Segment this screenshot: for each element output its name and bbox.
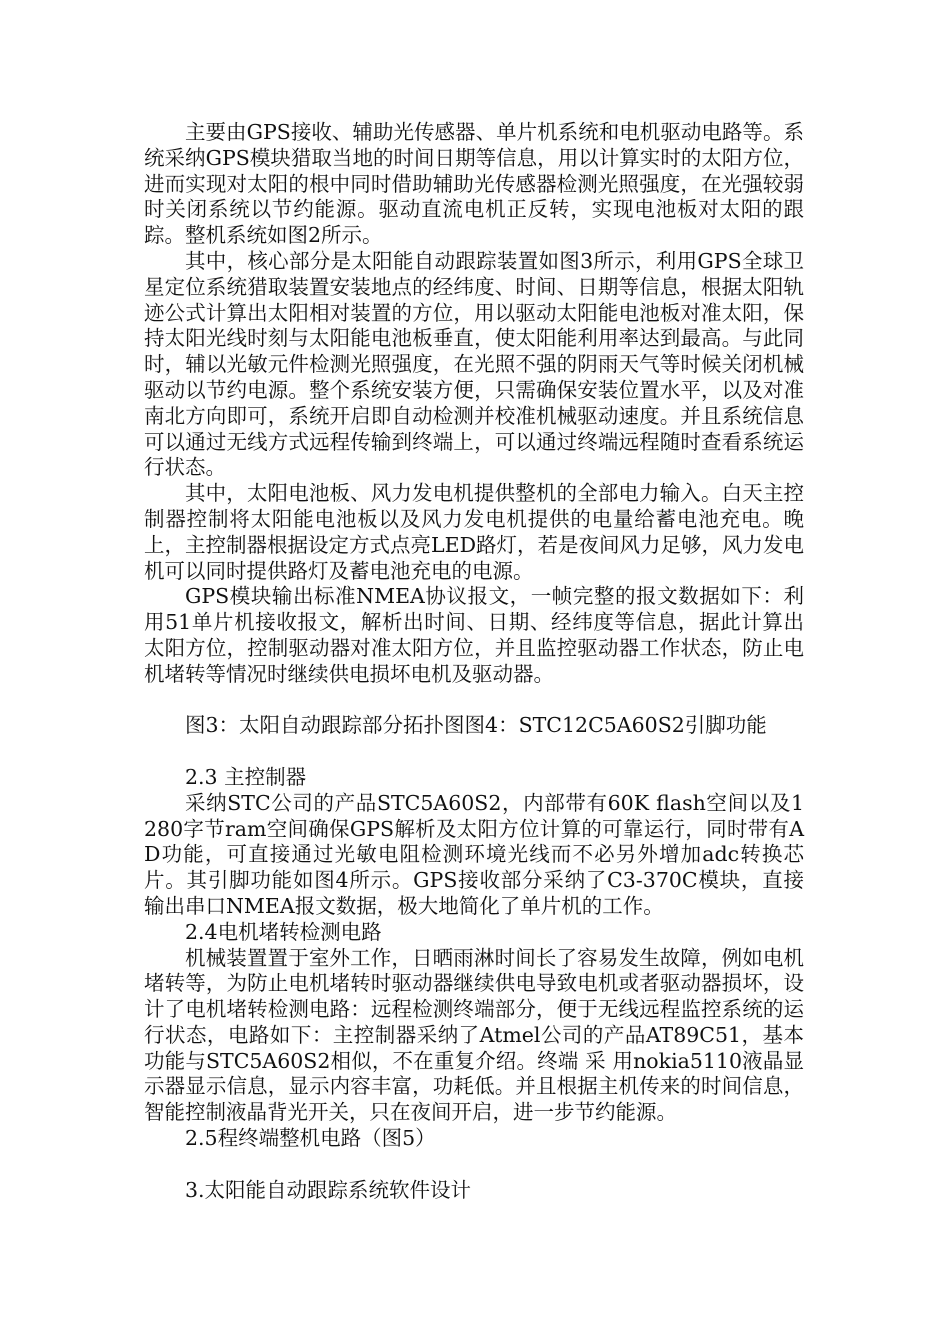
paragraph-stall-detection: 机械装置置于室外工作，日晒雨淋时间长了容易发生故障，例如电机堵转等，为防止电机堵转时驱动器继续供电导致电机或者驱动器损坏，设计了电机堵转检测电路：远程检测终端部分，便于无线远程监控系统的运行状态，电路如下：主控制器采纳了Atmel公司的产品AT89C51，基本功能与STC5A60S2相似，不在重复介绍。终端 采 用nokia5110液晶显示器显示信息，显示内容丰富，功耗低。并且根据主机传来的时间信息，智能控制液晶背光开关，只在夜间开启，进一步节约能源。 <box>144 945 804 1125</box>
section-heading-2-3: 2.3 主控制器 <box>185 764 307 789</box>
paragraph-system-overview: 主要由GPS接收、辅助光传感器、单片机系统和电机驱动电路等。系统采纳GPS模块猎取当地的时间日期等信息，用以计算实时的太阳方位，进而实现对太阳的根中同时借助辅助光传感器检测光照强度，在光强较弱时关闭系统以节约能源。驱动直流电机正反转，实现电池板对太阳的跟踪。整机系统如图2所示。 <box>144 120 804 248</box>
document-body <box>144 120 804 1203</box>
spacer <box>144 739 804 765</box>
section-heading-2-5: 2.5程终端整机电路（图5） <box>185 1126 436 1151</box>
spacer <box>144 1152 804 1178</box>
paragraph-gps-module: GPS模块输出标准NMEA协议报文，一帧完整的报文数据如下：利用51单片机接收报文，解析出时间、日期、经纬度等信息，据此计算出太阳方位，控制驱动器对准太阳方位，并且监控驱动器工作状态，防止电机堵转等情况时继续供电损坏电机及驱动器。 <box>144 584 804 686</box>
spacer <box>144 688 804 714</box>
paragraph-power-supply: 其中，太阳电池板、风力发电机提供整机的全部电力输入。白天主控制器控制将太阳能电池板以及风力发电机提供的电量给蓄电池充电。晚上，主控制器根据设定方式点亮LED路灯，若是夜间风力足够，风力发电机可以同时提供路灯及蓄电池充电的电源。 <box>144 481 805 583</box>
paragraph-core-tracking-device: 其中，核心部分是太阳能自动跟踪装置如图3所示，利用GPS全球卫星定位系统猎取装置安装地点的经纬度、时间、日期等信息，根据太阳轨迹公式计算出太阳相对装置的方位，用以驱动太阳能电池板对准太阳，保持太阳光线时刻与太阳能电池板垂直，使太阳能利用率达到最高。与此同时，辅以光敏元件检测光照强度，在光照不强的阴雨天气等时候关闭机械驱动以节约电源。整个系统安装方便，只需确保安装位置水平，以及对准南北方向即可，系统开启即自动检测并校准机械驱动速度。并且系统信息可以通过无线方式远程传输到终端上，可以通过终端远程随时查看系统运行状态。 <box>144 248 804 480</box>
section-heading-3: 3.太阳能自动跟踪系统软件设计 <box>185 1177 472 1202</box>
section-heading-2-4: 2.4电机堵转检测电路 <box>185 919 382 944</box>
figure-caption: 图3：太阳自动跟踪部分拓扑图图4：STC12C5A60S2引脚功能 <box>185 713 767 738</box>
paragraph-main-controller: 采纳STC公司的产品STC5A60S2，内部带有60K flash空间以及1280字节ram空间确保GPS解析及太阳方位计算的可靠运行，同时带有AD功能，可直接通过光敏电阻检测环境光线而不必另外增加adc转换芯片。其引脚功能如图4所示。GPS接收部分采纳了C3-370C模块，直接输出串口NMEA报文数据，极大地简化了单片机的工作。 <box>144 790 804 918</box>
